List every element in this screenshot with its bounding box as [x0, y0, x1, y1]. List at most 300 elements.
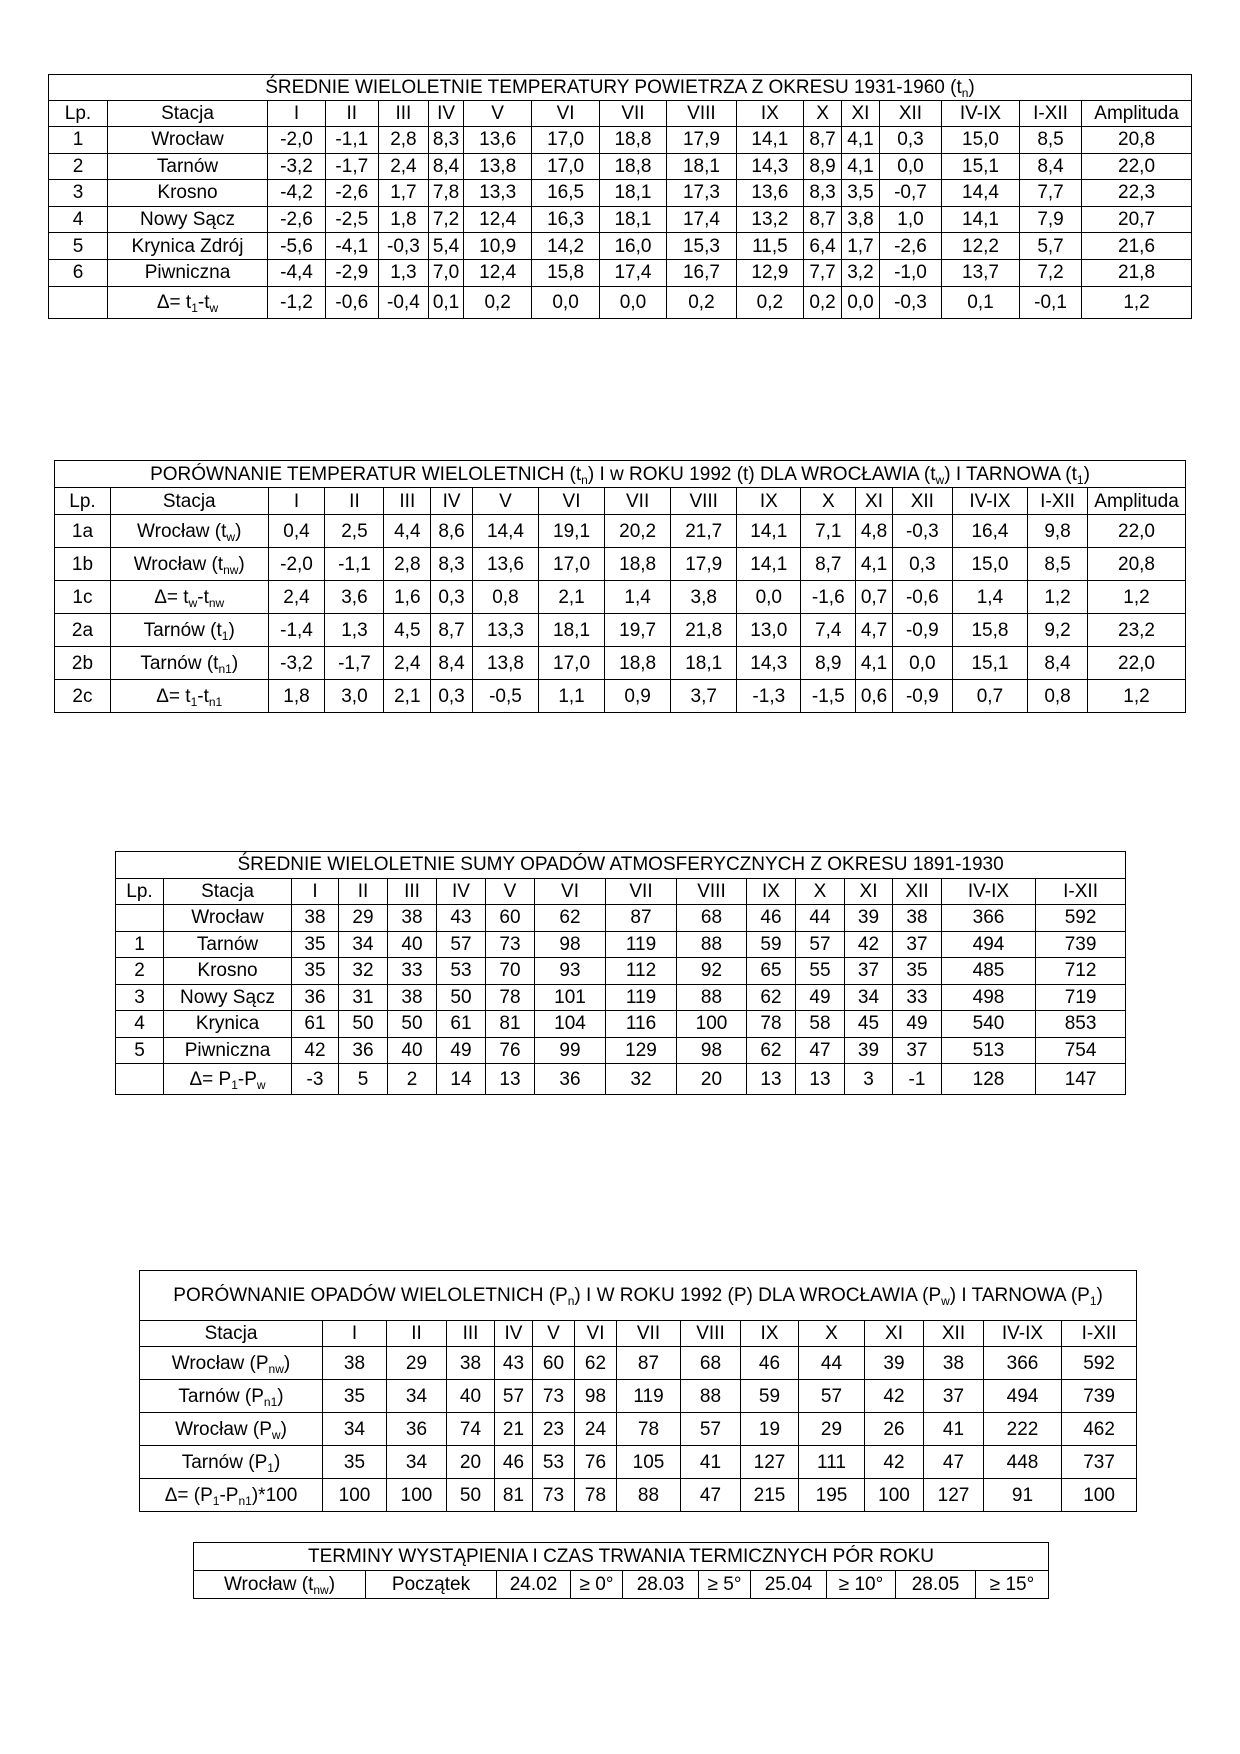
data-cell: 0,7: [856, 581, 893, 614]
station-cell: $\Delta= t_w-t_{nw}$: [110, 581, 268, 614]
delta-label: $\Delta= t_1-t_w$: [107, 286, 267, 318]
data-cell: 78: [486, 984, 535, 1011]
data-cell: 2,1: [538, 581, 604, 614]
data-cell: 47: [681, 1479, 741, 1512]
data-cell: 37: [924, 1380, 984, 1413]
column-header: XII: [893, 878, 942, 905]
data-cell: 2,5: [325, 515, 384, 548]
lp-cell: 2a: [55, 614, 111, 647]
data-cell: 592: [1062, 1347, 1137, 1380]
column-header: IX: [747, 878, 796, 905]
column-header: VIII: [667, 101, 737, 127]
table-row: [140, 1413, 1137, 1446]
data-cell: 116: [606, 1011, 677, 1038]
column-header: IV: [495, 1321, 533, 1347]
data-cell: 8,5: [1019, 127, 1081, 154]
data-cell: -1,3: [737, 680, 801, 713]
data-cell: 32: [339, 958, 388, 985]
lp-cell: 1b: [55, 548, 111, 581]
data-cell: 100: [387, 1479, 447, 1512]
data-cell: 1,4: [952, 581, 1027, 614]
column-header: IV-IX: [984, 1321, 1062, 1347]
data-cell: 1,2: [1082, 286, 1192, 318]
data-cell: 62: [575, 1347, 617, 1380]
data-cell: 127: [924, 1479, 984, 1512]
data-cell: 3,8: [671, 581, 737, 614]
station-cell: Wrocław $(P_w)$: [140, 1413, 323, 1446]
station-cell: Nowy Sącz: [164, 984, 292, 1011]
data-cell: 15,0: [952, 548, 1027, 581]
data-cell: 4,1: [856, 647, 893, 680]
data-cell: ≥ 10°: [827, 1571, 896, 1599]
data-cell: 4,5: [384, 614, 431, 647]
data-cell: 73: [533, 1479, 575, 1512]
column-header: IV: [429, 101, 464, 127]
mean-temperature-table: [48, 74, 1192, 319]
data-cell: 18,1: [599, 206, 666, 233]
data-cell: 14,3: [737, 647, 801, 680]
data-cell: 62: [747, 1037, 796, 1064]
column-header: VIII: [677, 878, 747, 905]
column-header: I-XII: [1062, 1321, 1137, 1347]
data-cell: 35: [323, 1446, 387, 1479]
column-header: VI: [535, 878, 606, 905]
data-cell: 13,3: [472, 614, 538, 647]
delta-row: [49, 286, 1192, 318]
data-cell: 498: [942, 984, 1036, 1011]
data-cell: 5: [49, 233, 108, 260]
data-cell: 8,4: [1028, 647, 1088, 680]
data-cell: 0,3: [879, 127, 941, 154]
data-cell: 21,8: [1082, 259, 1192, 286]
data-cell: 8,7: [801, 548, 856, 581]
data-cell: 8,4: [431, 647, 473, 680]
column-header: III: [384, 488, 431, 515]
column-header: Lp.: [49, 101, 108, 127]
data-cell: 87: [617, 1347, 681, 1380]
data-cell: -0,5: [472, 680, 538, 713]
data-cell: 494: [942, 931, 1036, 958]
data-cell: 2: [49, 153, 108, 180]
data-cell: 17,0: [538, 548, 604, 581]
data-cell: 36: [535, 1064, 606, 1095]
data-cell: 17,9: [671, 548, 737, 581]
data-cell: -0,6: [325, 286, 378, 318]
data-cell: 57: [681, 1413, 741, 1446]
data-cell: 1,8: [378, 206, 429, 233]
data-cell: 76: [575, 1446, 617, 1479]
thermal-seasons-table: [193, 1542, 1049, 1599]
data-cell: 35: [323, 1380, 387, 1413]
header-row: [116, 878, 1126, 905]
data-cell: 15,0: [942, 127, 1020, 154]
data-cell: 215: [741, 1479, 799, 1512]
data-cell: 57: [437, 931, 486, 958]
data-cell: 20,8: [1088, 548, 1186, 581]
data-cell: 50: [388, 1011, 437, 1038]
temperature-comparison-table: [54, 460, 1186, 713]
column-header: XI: [865, 1321, 924, 1347]
data-cell: 38: [388, 984, 437, 1011]
data-cell: 13,6: [472, 548, 538, 581]
data-cell: 100: [323, 1479, 387, 1512]
table-row: [55, 548, 1186, 581]
data-cell: 25.04: [751, 1571, 827, 1599]
column-header: Stacja: [140, 1321, 323, 1347]
data-cell: 20: [447, 1446, 495, 1479]
data-cell: 61: [292, 1011, 339, 1038]
data-cell: 18,1: [538, 614, 604, 647]
data-cell: 13: [747, 1064, 796, 1095]
data-cell: 42: [292, 1037, 339, 1064]
data-cell: 12,9: [736, 259, 803, 286]
data-cell: 13,7: [942, 259, 1020, 286]
column-header: VIII: [671, 488, 737, 515]
data-cell: 104: [535, 1011, 606, 1038]
data-cell: 37: [893, 931, 942, 958]
data-cell: 739: [1062, 1380, 1137, 1413]
data-cell: 26: [865, 1413, 924, 1446]
data-cell: -0,6: [892, 581, 952, 614]
data-cell: 13: [796, 1064, 845, 1095]
column-header: III: [447, 1321, 495, 1347]
data-cell: -1,1: [325, 127, 378, 154]
data-cell: 7,2: [429, 206, 464, 233]
data-cell: 8,7: [431, 614, 473, 647]
data-cell: 105: [617, 1446, 681, 1479]
data-cell: 16,0: [599, 233, 666, 260]
data-cell: 41: [924, 1413, 984, 1446]
precipitation-comparison-table: [139, 1270, 1137, 1512]
data-cell: 38: [292, 905, 339, 932]
column-header: VII: [599, 101, 666, 127]
table-row: [49, 206, 1192, 233]
data-cell: 17,3: [667, 180, 737, 207]
data-cell: 712: [1036, 958, 1126, 985]
data-cell: 74: [447, 1413, 495, 1446]
data-cell: 20,8: [1082, 127, 1192, 154]
data-cell: 127: [741, 1446, 799, 1479]
data-cell: 5,4: [429, 233, 464, 260]
column-header: IX: [736, 101, 803, 127]
column-header: V: [533, 1321, 575, 1347]
data-cell: -2,6: [325, 180, 378, 207]
station-cell: Wrocław $(t_{nw})$: [110, 548, 268, 581]
data-cell: 44: [799, 1347, 865, 1380]
lp-cell: 1a: [55, 515, 111, 548]
data-cell: 0,2: [736, 286, 803, 318]
data-cell: 4,4: [384, 515, 431, 548]
station-cell: Tarnów: [107, 153, 267, 180]
data-cell: 73: [486, 931, 535, 958]
data-cell: 40: [447, 1380, 495, 1413]
data-cell: 17,0: [538, 647, 604, 680]
data-cell: 366: [942, 905, 1036, 932]
data-cell: 8,9: [801, 647, 856, 680]
data-cell: 100: [865, 1479, 924, 1512]
data-cell: 0,0: [737, 581, 801, 614]
data-cell: 2,8: [384, 548, 431, 581]
data-cell: 1,7: [378, 180, 429, 207]
column-header: I-XII: [1019, 101, 1081, 127]
data-cell: 44: [796, 905, 845, 932]
data-cell: -1,0: [879, 259, 941, 286]
column-header: II: [325, 488, 384, 515]
data-cell: 195: [799, 1479, 865, 1512]
data-cell: 14,1: [736, 127, 803, 154]
data-cell: -1,1: [325, 548, 384, 581]
data-cell: 49: [796, 984, 845, 1011]
data-cell: 49: [437, 1037, 486, 1064]
data-cell: 50: [447, 1479, 495, 1512]
data-cell: -3: [292, 1064, 339, 1095]
data-cell: -1,4: [268, 614, 325, 647]
data-cell: 1: [49, 127, 108, 154]
data-cell: 222: [984, 1413, 1062, 1446]
data-cell: 754: [1036, 1037, 1126, 1064]
data-cell: 18,8: [599, 153, 666, 180]
data-cell: 23,2: [1088, 614, 1186, 647]
data-cell: 16,7: [667, 259, 737, 286]
data-cell: 147: [1036, 1064, 1126, 1095]
data-cell: 59: [741, 1380, 799, 1413]
data-cell: 13,0: [737, 614, 801, 647]
data-cell: 8,7: [804, 206, 842, 233]
column-header: Amplituda: [1082, 101, 1192, 127]
data-cell: -0,3: [892, 515, 952, 548]
data-cell: 22,3: [1082, 180, 1192, 207]
column-header: III: [388, 878, 437, 905]
data-cell: 13,8: [463, 153, 531, 180]
data-cell: 119: [617, 1380, 681, 1413]
data-cell: 3,8: [842, 206, 880, 233]
data-cell: 88: [677, 984, 747, 1011]
data-cell: [116, 905, 164, 932]
data-cell: 57: [495, 1380, 533, 1413]
data-cell: 2,8: [378, 127, 429, 154]
station-cell: $\Delta= t_1-t_{n1}$: [110, 680, 268, 713]
data-cell: 5: [116, 1037, 164, 1064]
data-cell: 42: [865, 1380, 924, 1413]
data-cell: 99: [535, 1037, 606, 1064]
data-cell: ≥ 15°: [976, 1571, 1049, 1599]
data-cell: 15,8: [952, 614, 1027, 647]
table-title: ŚREDNIE WIELOLETNIE TEMPERATURY POWIETRZA Z OKRESU 1931-1960 $(t_n)$: [49, 75, 1192, 101]
data-cell: 0,0: [892, 647, 952, 680]
station-cell: Krynica: [164, 1011, 292, 1038]
data-cell: 46: [495, 1446, 533, 1479]
delta-row: [116, 1064, 1126, 1095]
data-cell: -0,4: [378, 286, 429, 318]
data-cell: 2,1: [384, 680, 431, 713]
data-cell: 0,0: [532, 286, 599, 318]
table-title: PORÓWNANIE TEMPERATUR WIELOLETNICH $(t_n)$ I w ROKU 1992 (t) DLA WROCŁAWIA $(t_w)$ I TARNOWA $(t_1)$: [55, 461, 1186, 488]
data-cell: 4: [116, 1011, 164, 1038]
data-cell: 37: [845, 958, 893, 985]
data-cell: 7,8: [429, 180, 464, 207]
data-cell: -1: [893, 1064, 942, 1095]
data-cell: 21,7: [671, 515, 737, 548]
data-cell: 34: [339, 931, 388, 958]
data-cell: 40: [388, 1037, 437, 1064]
data-cell: 78: [575, 1479, 617, 1512]
data-cell: 49: [893, 1011, 942, 1038]
column-header: V: [472, 488, 538, 515]
station-cell: Krosno: [107, 180, 267, 207]
data-cell: 5: [339, 1064, 388, 1095]
table-title: ŚREDNIE WIELOLETNIE SUMY OPADÓW ATMOSFERYCZNYCH Z OKRESU 1891-1930: [116, 852, 1126, 879]
table-row: [140, 1380, 1137, 1413]
data-cell: 1: [116, 931, 164, 958]
data-cell: 540: [942, 1011, 1036, 1038]
data-cell: 4,8: [856, 515, 893, 548]
data-cell: 60: [533, 1347, 575, 1380]
data-cell: 0,3: [892, 548, 952, 581]
data-cell: 8,3: [429, 127, 464, 154]
data-cell: 14,1: [942, 206, 1020, 233]
data-cell: 36: [387, 1413, 447, 1446]
station-cell: Tarnów $(t_1)$: [110, 614, 268, 647]
data-cell: 2: [116, 958, 164, 985]
data-cell: 14,4: [472, 515, 538, 548]
data-cell: 35: [893, 958, 942, 985]
data-cell: 513: [942, 1037, 1036, 1064]
data-cell: 22,0: [1088, 647, 1186, 680]
data-cell: 16,3: [532, 206, 599, 233]
data-cell: -2,5: [325, 206, 378, 233]
station-cell: Tarnów $(P_1)$: [140, 1446, 323, 1479]
data-cell: 29: [799, 1413, 865, 1446]
data-cell: 18,1: [599, 180, 666, 207]
column-header: VII: [605, 488, 671, 515]
data-cell: 7,7: [804, 259, 842, 286]
data-cell: 73: [533, 1380, 575, 1413]
column-header: Stacja: [164, 878, 292, 905]
data-cell: 98: [677, 1037, 747, 1064]
data-cell: 0,2: [463, 286, 531, 318]
data-cell: 0,7: [952, 680, 1027, 713]
data-cell: 1,8: [268, 680, 325, 713]
data-cell: 41: [681, 1446, 741, 1479]
column-header: Amplituda: [1088, 488, 1186, 515]
column-header: XI: [842, 101, 880, 127]
data-cell: 17,9: [667, 127, 737, 154]
data-cell: 2,4: [268, 581, 325, 614]
data-cell: 3,5: [842, 180, 880, 207]
data-cell: 9,2: [1028, 614, 1088, 647]
data-cell: 14,1: [737, 515, 801, 548]
lp-cell: [116, 1064, 164, 1095]
data-cell: 33: [893, 984, 942, 1011]
column-header: X: [796, 878, 845, 905]
data-cell: 13,3: [463, 180, 531, 207]
data-cell: 40: [388, 931, 437, 958]
data-cell: 111: [799, 1446, 865, 1479]
data-cell: 592: [1036, 905, 1126, 932]
data-cell: Początek: [366, 1571, 497, 1599]
column-header: XI: [845, 878, 893, 905]
column-header: XII: [924, 1321, 984, 1347]
data-cell: 8,6: [431, 515, 473, 548]
data-cell: 13,6: [463, 127, 531, 154]
table-row: [116, 984, 1126, 1011]
column-header: I: [323, 1321, 387, 1347]
data-cell: 42: [865, 1446, 924, 1479]
data-cell: 7,2: [1019, 259, 1081, 286]
column-header: IV: [437, 878, 486, 905]
data-cell: 1,3: [325, 614, 384, 647]
data-cell: 70: [486, 958, 535, 985]
data-cell: 32: [606, 1064, 677, 1095]
data-cell: 34: [387, 1446, 447, 1479]
column-header: X: [799, 1321, 865, 1347]
data-cell: -0,1: [1019, 286, 1081, 318]
data-cell: 0,0: [599, 286, 666, 318]
data-cell: 47: [796, 1037, 845, 1064]
data-cell: -0,3: [879, 286, 941, 318]
data-cell: -5,6: [268, 233, 326, 260]
table-title: TERMINY WYSTĄPIENIA I CZAS TRWANIA TERMICZNYCH PÓR ROKU: [194, 1543, 1049, 1571]
data-cell: 33: [388, 958, 437, 985]
column-header: I: [292, 878, 339, 905]
station-cell: Piwniczna: [164, 1037, 292, 1064]
data-cell: -0,9: [892, 614, 952, 647]
data-cell: 119: [606, 984, 677, 1011]
column-header: Lp.: [116, 878, 164, 905]
table-row: [140, 1347, 1137, 1380]
data-cell: 29: [387, 1347, 447, 1380]
data-cell: 88: [681, 1380, 741, 1413]
data-cell: 494: [984, 1380, 1062, 1413]
data-cell: 87: [606, 905, 677, 932]
data-cell: 50: [437, 984, 486, 1011]
data-cell: -3,2: [268, 153, 326, 180]
data-cell: 366: [984, 1347, 1062, 1380]
table-title: PORÓWNANIE OPADÓW WIELOLETNICH $(P_n)$ I W ROKU 1992 (P) DLA WROCŁAWIA $(P_w)$ I TARNOWA $(P_1)$: [140, 1271, 1137, 1321]
data-cell: -2,9: [325, 259, 378, 286]
data-cell: 13: [486, 1064, 535, 1095]
data-cell: 62: [535, 905, 606, 932]
column-header: II: [387, 1321, 447, 1347]
data-cell: 18,1: [667, 153, 737, 180]
column-header: V: [463, 101, 531, 127]
column-header: IX: [741, 1321, 799, 1347]
data-cell: -1,2: [268, 286, 326, 318]
data-cell: 0,3: [431, 581, 473, 614]
data-cell: 14,2: [532, 233, 599, 260]
table-row: [116, 1011, 1126, 1038]
data-cell: 57: [799, 1380, 865, 1413]
column-header: Stacja: [107, 101, 267, 127]
data-cell: 119: [606, 931, 677, 958]
data-cell: 59: [747, 931, 796, 958]
data-cell: 29: [339, 905, 388, 932]
data-cell: 53: [437, 958, 486, 985]
data-cell: 38: [924, 1347, 984, 1380]
station-cell: Tarnów: [164, 931, 292, 958]
data-cell: 1,7: [842, 233, 880, 260]
data-cell: 93: [535, 958, 606, 985]
data-cell: 61: [437, 1011, 486, 1038]
data-cell: 34: [323, 1413, 387, 1446]
data-cell: 129: [606, 1037, 677, 1064]
data-cell: ≥ 5°: [699, 1571, 751, 1599]
data-cell: 36: [339, 1037, 388, 1064]
data-cell: -1,6: [801, 581, 856, 614]
data-cell: 55: [796, 958, 845, 985]
data-cell: 38: [447, 1347, 495, 1380]
data-cell: -2,0: [268, 127, 326, 154]
